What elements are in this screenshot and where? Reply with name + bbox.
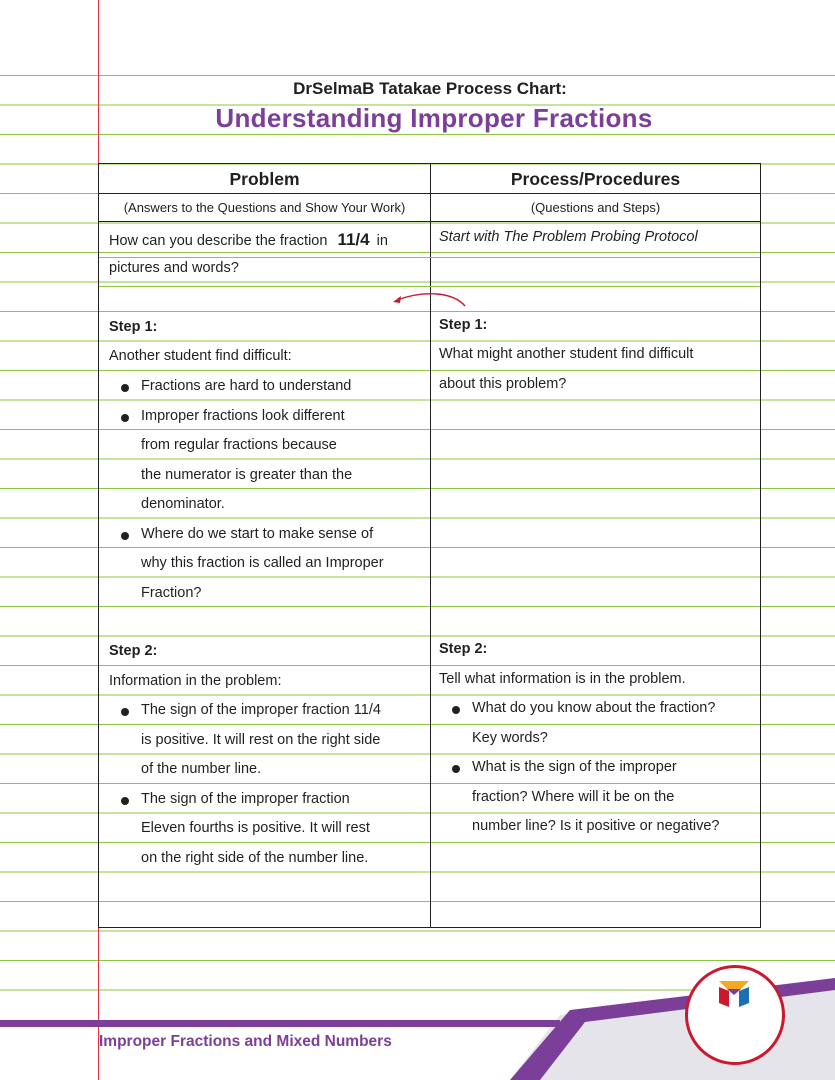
process-subheading: (Questions and Steps) bbox=[530, 200, 661, 215]
bullet-dot bbox=[121, 708, 129, 716]
footer-title: Improper Fractions and Mixed Numbers bbox=[99, 1033, 392, 1050]
table-row-line bbox=[99, 257, 760, 258]
bullet-dot bbox=[121, 414, 129, 422]
row-divider bbox=[99, 221, 760, 222]
bullet-text: The sign of the improper fraction 11/4 bbox=[141, 702, 381, 718]
step1-left-lead: Another student find difficult: bbox=[109, 348, 292, 364]
column-divider bbox=[430, 164, 431, 927]
bullet-text: number line? Is it positive or negative? bbox=[472, 818, 720, 834]
bullet-text: Key words? bbox=[472, 729, 548, 746]
bullet-text: Fractions are hard to understand bbox=[141, 378, 352, 394]
row-divider bbox=[99, 193, 760, 194]
bullet-text: Fraction? bbox=[141, 584, 202, 601]
step2-right-lead: Tell what information is in the problem. bbox=[439, 671, 686, 687]
page-title: Understanding Improper Fractions bbox=[215, 103, 653, 133]
curved-arrow-icon bbox=[385, 288, 475, 312]
intro-fraction: 11/4 bbox=[337, 230, 370, 249]
bullet-dot bbox=[121, 532, 129, 540]
bullet-dot bbox=[452, 765, 460, 773]
bullet-text: from regular fractions because bbox=[141, 437, 337, 453]
intro-text-end: in bbox=[376, 233, 388, 249]
intro-question bbox=[109, 230, 388, 250]
chart-subtitle: DrSelmaB Tatakae Process Chart: bbox=[293, 79, 567, 98]
bullet-text: What is the sign of the improper bbox=[472, 759, 677, 775]
bullet-text: of the number line. bbox=[141, 761, 262, 777]
problem-subheading: (Answers to the Questions and Show Your Work) bbox=[123, 200, 406, 215]
bullet-dot bbox=[121, 797, 129, 805]
bullet-text: Eleven fourths is positive. It will rest bbox=[141, 820, 370, 836]
bullet-text: the numerator is greater than the bbox=[141, 466, 353, 483]
bullet-dot bbox=[121, 384, 129, 392]
bullet-text: fraction? Where will it be on the bbox=[472, 788, 675, 805]
table-row-line bbox=[99, 286, 760, 287]
intro-text: How can you describe the fraction bbox=[109, 233, 328, 249]
intro-protocol: Start with The Problem Probing Protocol bbox=[439, 229, 698, 245]
bullet-text: The sign of the improper fraction bbox=[141, 790, 350, 807]
step2-left-lead: Information in the problem: bbox=[109, 673, 282, 689]
process-heading: Process/Procedures bbox=[510, 169, 681, 189]
process-chart-table bbox=[98, 163, 761, 928]
bullet-text: Improper fractions look different bbox=[141, 407, 345, 424]
bullet-text: denominator. bbox=[141, 496, 225, 512]
publisher-logo-icon bbox=[717, 979, 751, 1009]
step2-left-label: Step 2: bbox=[109, 643, 158, 659]
step2-right-label: Step 2: bbox=[439, 641, 488, 657]
step1-right-label: Step 1: bbox=[439, 317, 488, 333]
bullet-text: why this fraction is called an Improper bbox=[141, 555, 384, 571]
step1-left-label: Step 1: bbox=[109, 319, 158, 335]
step1-right-line: about this problem? bbox=[439, 376, 567, 392]
bullet-text: is positive. It will rest on the right side bbox=[141, 731, 381, 748]
problem-heading: Problem bbox=[229, 169, 300, 189]
bullet-text: What do you know about the fraction? bbox=[472, 700, 716, 716]
step1-right-line: What might another student find difficult bbox=[439, 346, 694, 362]
bullet-dot bbox=[452, 706, 460, 714]
bullet-text: on the right side of the number line. bbox=[141, 849, 369, 866]
bullet-text: Where do we start to make sense of bbox=[141, 525, 374, 542]
intro-question-line2: pictures and words? bbox=[109, 260, 239, 276]
